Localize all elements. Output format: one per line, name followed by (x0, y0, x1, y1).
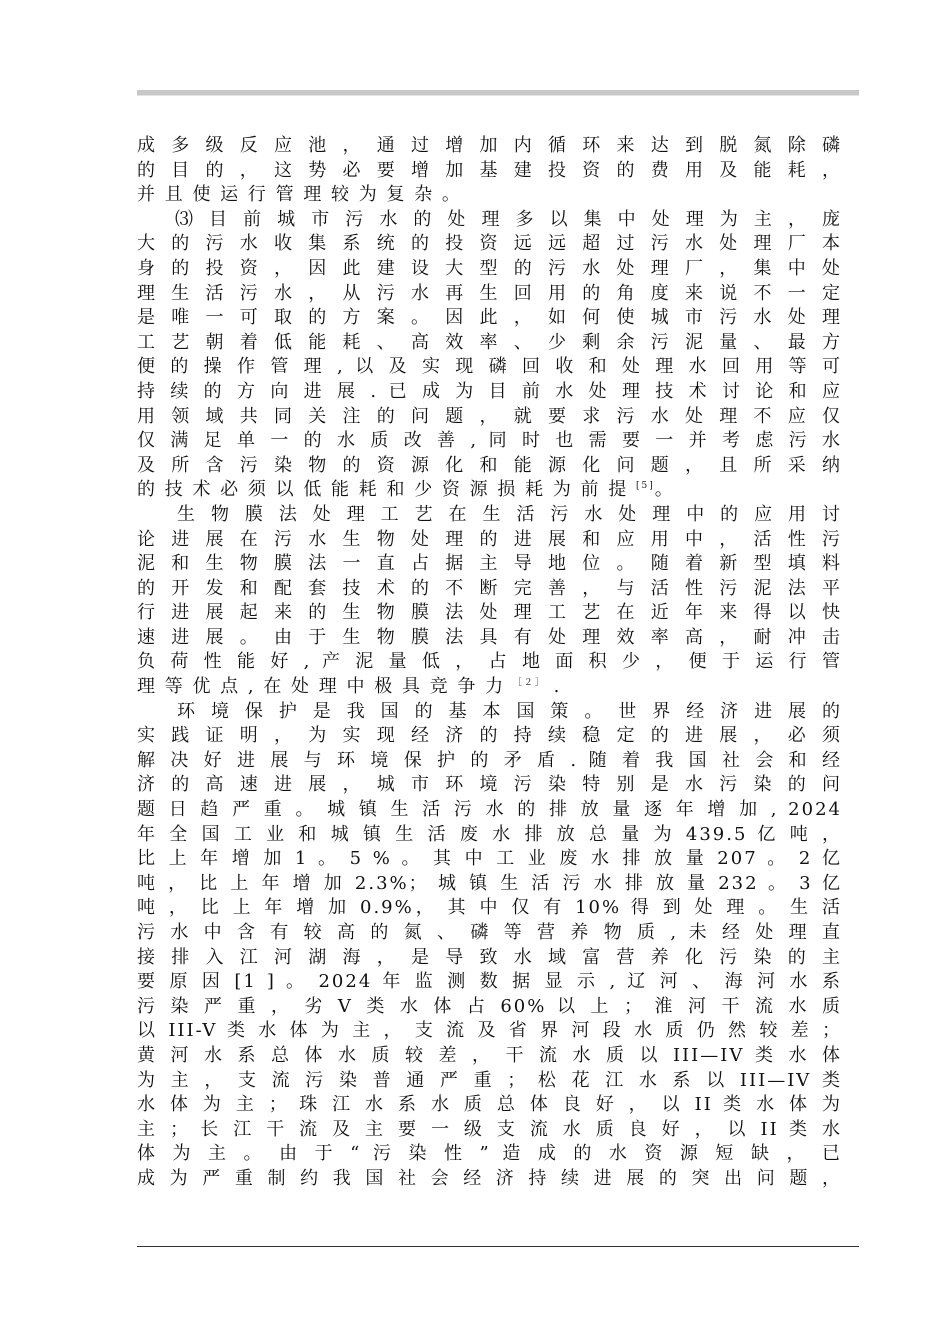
text-line: 成 多 级 反 应 池 ， 通 过 增 加 内 循 环 来 达 到 脱 氮 除 磷 (137, 135, 842, 156)
text-line: 环 境 保 护 是 我 国 的 基 本 国 策 。 世 界 经 济 进 展 的 (177, 700, 842, 722)
text-line: 工 艺 朝 着 低 能 耗 、 高 效 率 、 少 剩 余 污 泥 量 、 最 方 (137, 331, 842, 353)
text-line: 身 的 投 资 ， 因 此 建 设 大 型 的 污 水 处 理 厂 ， 集 中 处 (137, 257, 842, 279)
text-line: 以 III-V 类 水 体 为 主 ， 支 流 及 省 界 河 段 水 质 仍 然 较 差 ； (137, 1020, 842, 1042)
text-line: 大 的 污 水 收 集 系 统 的 投 资 远 远 超 过 污 水 处 理 厂 本 (137, 233, 842, 255)
text-line: 速 进 展 。 由 于 生 物 膜 法 具 有 处 理 效 率 高 ， 耐 冲 击 (137, 626, 842, 648)
text-line: 持 续 的 方 向 进 展 . 已 成 为 目 前 水 处 理 技 术 讨 论 和 应 (137, 380, 842, 402)
text-line: 污 水 中 含 有 较 高 的 氮 、 磷 等 营 养 物 质 , 未 经 处 理 直 (137, 922, 842, 943)
citation-ref: [5] (636, 481, 655, 492)
footer-rule (137, 1246, 859, 1247)
text-line: 用 领 域 共 同 关 注 的 问 题 ， 就 要 求 污 水 处 理 不 应 仅 (137, 405, 842, 427)
text-line: 污 染 严 重 ， 劣 Ⅴ 类 水 体 占 60% 以 上 ； 淮 河 干 流 水 质 (137, 995, 842, 1017)
text-line: 的 目 的 ， 这 势 必 要 增 加 基 建 投 资 的 费 用 及 能 耗 ， (137, 159, 842, 181)
text-line: 主 ； 长 江 干 流 及 主 要 一 级 支 流 水 质 良 好 ， 以 II 类 水 (137, 1118, 842, 1140)
text-line: 解 决 好 进 展 与 环 境 保 护 的 矛 盾 . 随 着 我 国 社 会 和 经 (137, 749, 842, 771)
text-line: 负 荷 性 能 好 , 产 泥 量 低 ， 占 地 面 积 少 ， 便 于 运 行 管 (137, 651, 842, 673)
text-line: 便 的 操 作 管 理 , 以 及 实 现 磷 回 收 和 处 理 水 回 用 等 可 (137, 356, 842, 378)
text-line: 要 原 因 [1 ] 。 2024 年 监 测 数 据 显 示 , 辽 河 、 海 河 水 系 (137, 971, 842, 993)
text-span: 。 (654, 479, 675, 501)
text-span: 理 等 优 点 , 在 处 理 中 极 具 竞 争 力 (137, 676, 506, 698)
text-line: 实 践 证 明 ， 为 实 现 经 济 的 持 续 稳 定 的 进 展 ， 必 须 (137, 725, 842, 747)
text-line: 泥 和 生 物 膜 法 一 直 占 据 主 导 地 位 。 随 着 新 型 填 料 (137, 553, 842, 575)
citation-ref: ［２］ (512, 678, 546, 689)
text-line: 并 且 使 运 行 管 理 较 为 复 杂 。 (137, 184, 462, 206)
text-line: 论 进 展 在 污 水 生 物 处 理 的 进 展 和 应 用 中 ， 活 性 污 (137, 528, 842, 550)
text-line: 吨 ， 比 上 年 增 加 2.3%； 城 镇 生 活 污 水 排 放 量 232 。 3 亿 (137, 872, 842, 894)
header-rule (137, 90, 859, 96)
text-line: 仅 满 足 单 一 的 水 质 改 善 , 同 时 也 需 要 一 并 考 虑 污 水 (137, 430, 842, 452)
text-line: 题 日 趋 严 重 。 城 镇 生 活 污 水 的 排 放 量 逐 年 增 加 , 2024 (137, 799, 842, 821)
text-line: 水 体 为 主 ； 珠 江 水 系 水 质 总 体 良 好 ， 以 II 类 水 体 为 (137, 1094, 842, 1116)
text-line: 年 全 国 工 业 和 城 镇 生 活 废 水 排 放 总 量 为 439.5 亿 吨 ， (137, 823, 842, 845)
text-line: 接 排 入 江 河 湖 海 ， 是 导 致 水 域 富 营 养 化 污 染 的 主 (137, 946, 842, 968)
text-line: 比 上 年 增 加 1 。 5 % 。 其 中 工 业 废 水 排 放 量 207 。 2 亿 (137, 848, 842, 870)
text-line: 的 开 发 和 配 套 技 术 的 不 断 完 善 ， 与 活 性 污 泥 法 平 (137, 577, 842, 599)
text-line: ⑶ 目 前 城 市 污 水 的 处 理 多 以 集 中 处 理 为 主 ， 庞 (175, 208, 842, 230)
text-line: 生 物 膜 法 处 理 工 艺 在 生 活 污 水 处 理 中 的 应 用 讨 (177, 503, 842, 525)
text-line: 为 主 ， 支 流 污 染 普 通 严 重 ； 松 花 江 水 系 以 III—IV 类 (137, 1069, 842, 1091)
text-line: 体 为 主 。 由 于 “ 污 染 性 ” 造 成 的 水 资 源 短 缺 ， 已 (137, 1143, 842, 1165)
text-line: 成 为 严 重 制 约 我 国 社 会 经 济 持 续 进 展 的 突 出 问 题 ， (137, 1167, 842, 1189)
text-line: 黄 河 水 系 总 体 水 质 较 差 ， 干 流 水 质 以 III—IV 类 水 体 (137, 1044, 842, 1066)
text-span: . (553, 676, 562, 698)
text-line: 及 所 含 污 染 物 的 资 源 化 和 能 源 化 问 题 ， 且 所 采 纳 (137, 454, 842, 476)
text-line (137, 675, 842, 700)
text-line: 济 的 高 速 进 展 ， 城 市 环 境 污 染 特 别 是 水 污 染 的 问 (137, 774, 842, 796)
body-text (137, 134, 842, 1192)
text-line: 行 进 展 起 来 的 生 物 膜 法 处 理 工 艺 在 近 年 来 得 以 快 (137, 602, 842, 624)
text-line: 吨 ， 比 上 年 增 加 0.9%， 其 中 仅 有 10% 得 到 处 理 。 生 活 (137, 897, 842, 919)
text-line (137, 478, 842, 503)
text-span: 的 技 术 必 须 以 低 能 耗 和 少 资 源 损 耗 为 前 提 (137, 479, 629, 501)
text-line: 是 唯 一 可 取 的 方 案 。 因 此 ， 如 何 使 城 市 污 水 处 理 (137, 307, 842, 329)
text-line: 理 生 活 污 水 ， 从 污 水 再 生 回 用 的 角 度 来 说 不 一 定 (137, 282, 842, 304)
